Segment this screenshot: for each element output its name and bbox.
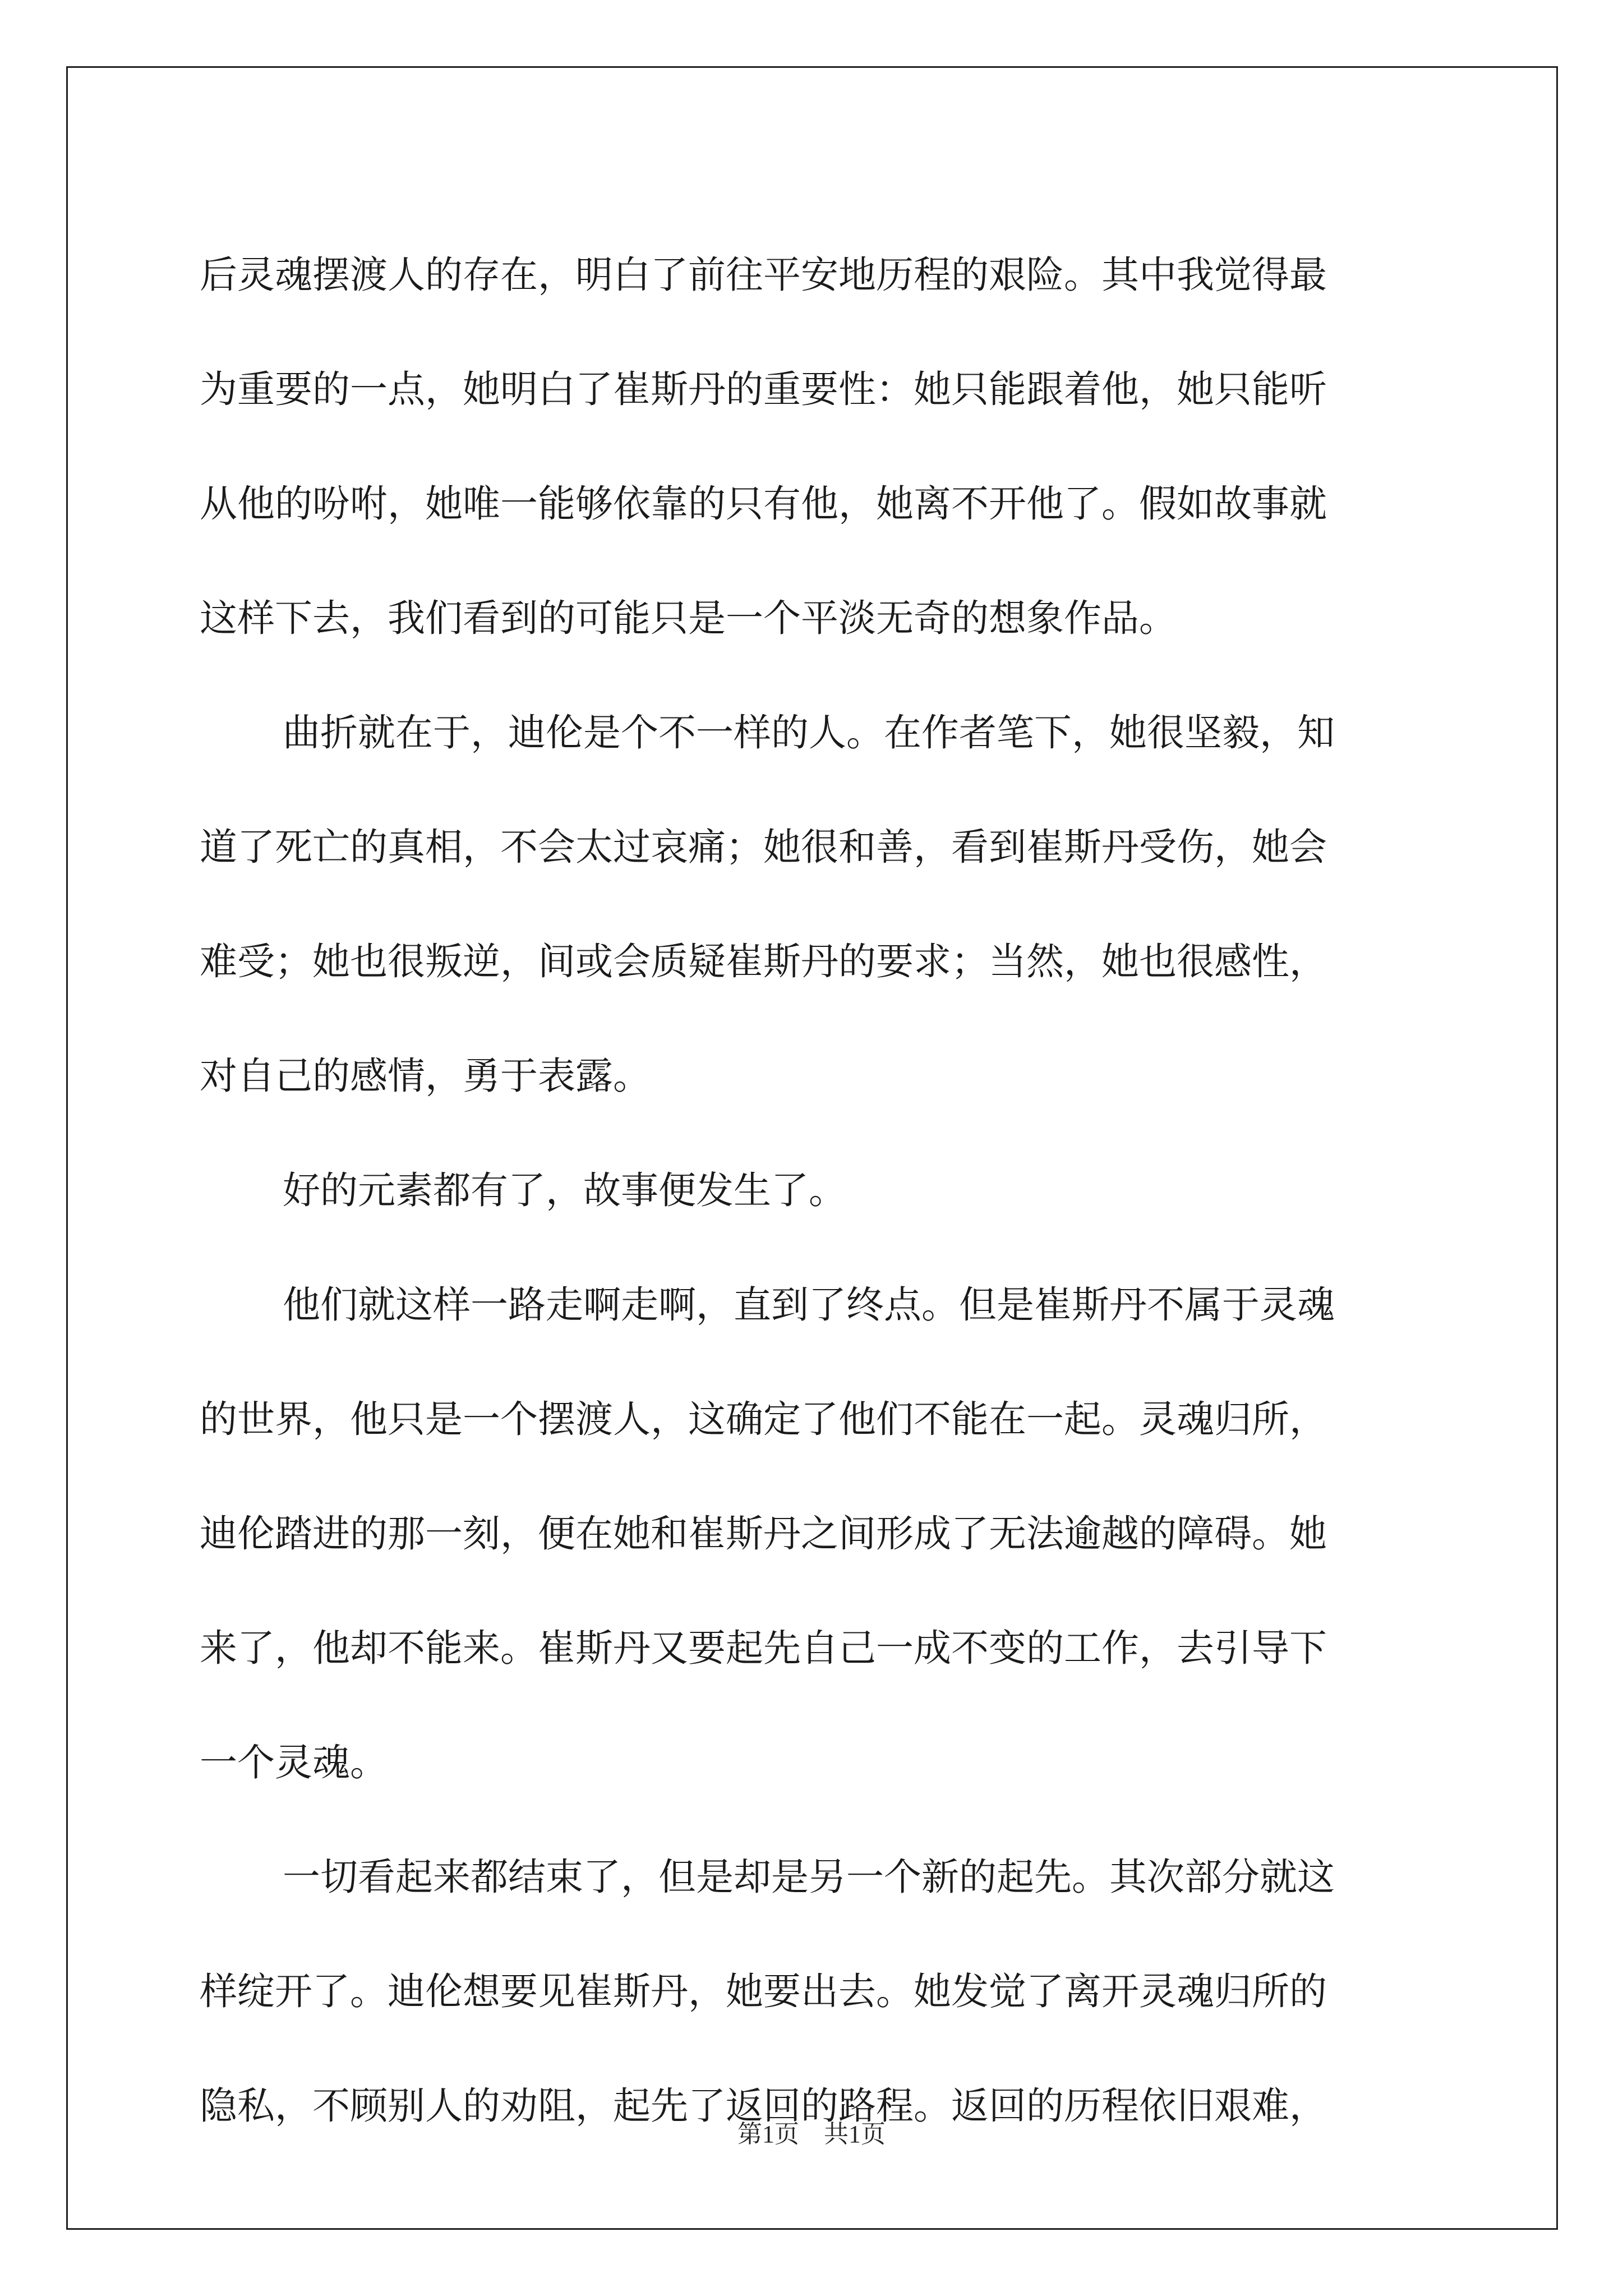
paragraph-start-line: 一切看起来都结束了，但是却是另一个新的起先。其次部分就这 xyxy=(283,1855,1335,1899)
page-number-footer: 第1页 共1页 xyxy=(737,2120,886,2148)
paragraph-start-line: 曲折就在于，迪伦是个不一样的人。在作者笔下，她很坚毅，知 xyxy=(283,711,1335,754)
text-line: 为重要的一点，她明白了崔斯丹的重要性：她只能跟着他，她只能听 xyxy=(200,367,1327,411)
text-line: 来了，他却不能来。崔斯丹又要起先自己一成不变的工作，去引导下 xyxy=(200,1626,1327,1670)
text-line: 难受；她也很叛逆，间或会质疑崔斯丹的要求；当然，她也很感性， xyxy=(200,940,1327,983)
paragraph-start-line: 好的元素都有了，故事便发生了。 xyxy=(283,1168,846,1212)
text-line: 隐私，不顾别人的劝阻，起先了返回的路程。返回的历程依旧艰难， xyxy=(200,2084,1327,2128)
text-line: 样绽开了。迪伦想要见崔斯丹，她要出去。她发觉了离开灵魂归所的 xyxy=(200,1970,1327,2013)
body-text xyxy=(200,218,1433,2163)
text-line: 这样下去，我们看到的可能只是一个平淡无奇的想象作品。 xyxy=(200,596,1177,640)
text-line: 一个灵魂。 xyxy=(200,1741,388,1784)
text-line: 对自己的感情，勇于表露。 xyxy=(200,1054,651,1098)
text-line: 从他的吩咐，她唯一能够依靠的只有他，她离不开他了。假如故事就 xyxy=(200,482,1327,526)
paragraph-start-line: 他们就这样一路走啊走啊，直到了终点。但是崔斯丹不属于灵魂 xyxy=(283,1283,1335,1327)
text-line: 的世界，他只是一个摆渡人，这确定了他们不能在一起。灵魂归所， xyxy=(200,1397,1327,1441)
text-line: 道了死亡的真相，不会太过哀痛；她很和善，看到崔斯丹受伤，她会 xyxy=(200,825,1327,869)
text-line: 迪伦踏进的那一刻，便在她和崔斯丹之间形成了无法逾越的障碍。她 xyxy=(200,1512,1327,1556)
text-line: 后灵魂摆渡人的存在，明白了前往平安地历程的艰险。其中我觉得最 xyxy=(200,253,1327,297)
